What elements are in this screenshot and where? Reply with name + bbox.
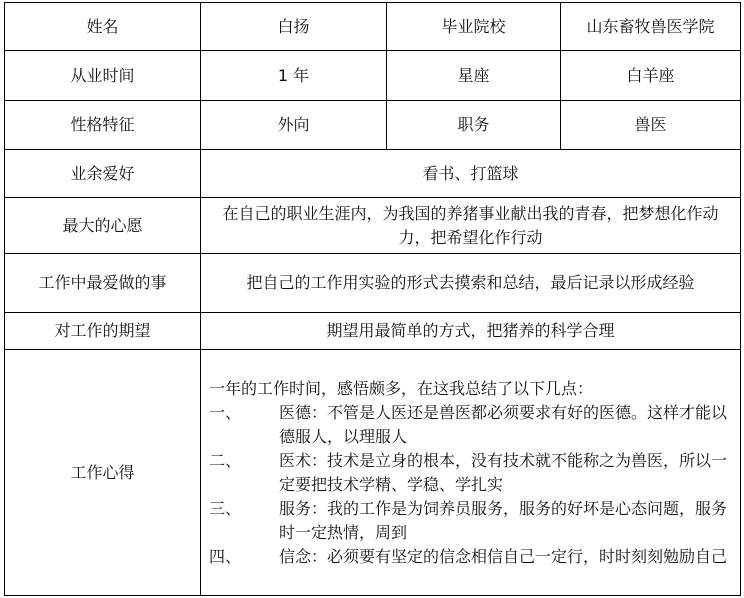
item-number: 二、 bbox=[209, 450, 242, 470]
item-text: 信念：必须要有坚定的信念相信自己一定行，时时刻刻勉励自己 bbox=[279, 546, 728, 566]
experience-item bbox=[209, 449, 732, 497]
row-favorite bbox=[5, 254, 741, 313]
traits-value: 外向 bbox=[201, 101, 387, 150]
experience-content bbox=[201, 350, 741, 596]
item-number: 三、 bbox=[209, 498, 242, 518]
name-value: 白扬 bbox=[201, 3, 387, 51]
item-text: 医德：不管是人医还是兽医都必须要求有好的医德。这样才能以德服人，以理服人 bbox=[279, 402, 728, 446]
item-number: 四、 bbox=[209, 546, 242, 566]
position-value: 兽医 bbox=[561, 101, 741, 150]
years-value: 1 年 bbox=[201, 51, 387, 101]
experience-item bbox=[209, 497, 732, 545]
item-text: 服务：我的工作是为饲养员服务，服务的好坏是心态问题，服务时一定热情，周到 bbox=[279, 498, 728, 542]
experience-item bbox=[209, 401, 732, 449]
school-label: 毕业院校 bbox=[387, 3, 561, 51]
row-expect bbox=[5, 313, 741, 350]
favorite-value: 把自己的工作用实验的形式去摸索和总结，最后记录以形成经验 bbox=[201, 254, 741, 313]
row-traits bbox=[5, 101, 741, 150]
expect-label: 对工作的期望 bbox=[5, 313, 201, 350]
hobby-label: 业余爱好 bbox=[5, 150, 201, 198]
zodiac-label: 星座 bbox=[387, 51, 561, 101]
experience-intro: 一年的工作时间，感悟颇多，在这我总结了以下几点： bbox=[209, 378, 594, 398]
expect-value: 期望用最简单的方式，把猪养的科学合理 bbox=[201, 313, 741, 350]
row-name bbox=[5, 3, 741, 51]
name-label: 姓名 bbox=[5, 3, 201, 51]
traits-label: 性格特征 bbox=[5, 101, 201, 150]
row-years bbox=[5, 51, 741, 101]
item-number: 一、 bbox=[209, 402, 242, 422]
wish-label: 最大的心愿 bbox=[5, 198, 201, 254]
favorite-label: 工作中最爱做的事 bbox=[5, 254, 201, 313]
wish-value: 在自己的职业生涯内，为我国的养猪事业献出我的青春，把梦想化作动力，把希望化作行动 bbox=[201, 198, 741, 254]
experience-label: 工作心得 bbox=[5, 350, 201, 596]
row-experience bbox=[5, 350, 741, 596]
hobby-value: 看书、打篮球 bbox=[201, 150, 741, 198]
school-value: 山东畜牧兽医学院 bbox=[561, 3, 741, 51]
item-text: 医术：技术是立身的根本，没有技术就不能称之为兽医，所以一定要把技术学精、学稳、学扎实 bbox=[279, 450, 728, 494]
profile-table bbox=[4, 2, 741, 596]
row-hobby bbox=[5, 150, 741, 198]
zodiac-value: 白羊座 bbox=[561, 51, 741, 101]
years-label: 从业时间 bbox=[5, 51, 201, 101]
position-label: 职务 bbox=[387, 101, 561, 150]
experience-item bbox=[209, 545, 732, 569]
row-wish bbox=[5, 198, 741, 254]
